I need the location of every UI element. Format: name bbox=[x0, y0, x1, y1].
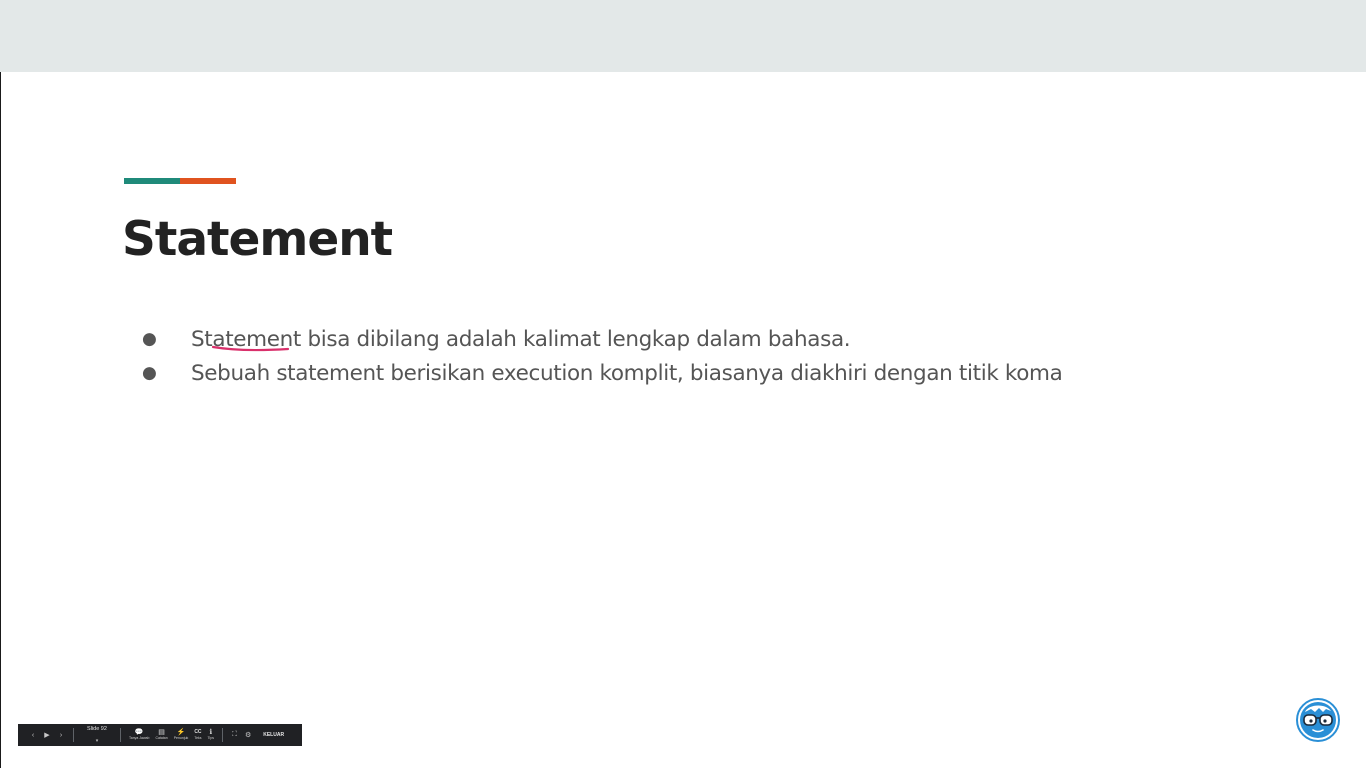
notes-label: Catatan bbox=[155, 736, 168, 740]
title-accent-bar bbox=[124, 178, 236, 184]
toolbar-divider bbox=[222, 728, 223, 742]
captions-button[interactable] bbox=[194, 729, 201, 741]
play-button[interactable]: ▶ bbox=[44, 732, 50, 739]
bullet-text: Sebuah statement berisikan execution komplit, biasanya diakhiri dengan titik koma bbox=[191, 360, 1063, 386]
chevron-down-icon: ▾ bbox=[95, 738, 99, 744]
tips-icon: ℹ bbox=[209, 729, 213, 736]
exit-button[interactable]: KELUAR bbox=[263, 732, 285, 738]
accent-segment-teal bbox=[124, 178, 180, 184]
fullscreen-icon: ⛶ bbox=[232, 731, 237, 738]
tips-button[interactable] bbox=[208, 729, 214, 741]
qa-button[interactable] bbox=[129, 729, 149, 741]
pen-annotation-underline bbox=[211, 344, 291, 354]
bullet-list bbox=[142, 322, 1062, 390]
pointer-button[interactable] bbox=[174, 729, 189, 741]
bullet-text: Statement bisa dibilang adalah kalimat lengkap dalam bahasa. bbox=[191, 326, 851, 352]
laser-pointer-icon: ⚡ bbox=[176, 729, 186, 736]
toolbar-divider bbox=[120, 728, 121, 742]
bullet-item bbox=[142, 356, 1062, 390]
notes-icon: ▤ bbox=[158, 729, 165, 736]
tips-label: Tips bbox=[207, 736, 215, 740]
settings-button[interactable] bbox=[245, 731, 251, 739]
pointer-label: Penunjuk bbox=[173, 736, 189, 740]
chat-bubbles-icon: 💬 bbox=[134, 729, 144, 736]
notes-button[interactable] bbox=[155, 729, 167, 741]
bullet-dot-icon: ● bbox=[142, 329, 157, 349]
presenter-toolbar bbox=[18, 724, 302, 746]
bullet-dot-icon: ● bbox=[142, 363, 157, 383]
window-edge bbox=[0, 72, 1, 768]
glasses-mascot-logo-icon bbox=[1296, 698, 1340, 742]
fullscreen-button[interactable] bbox=[232, 731, 237, 739]
top-band bbox=[0, 0, 1366, 72]
slide-title: Statement bbox=[122, 212, 393, 267]
slide-number-label: Slide 92 bbox=[87, 726, 107, 732]
toolbar-divider bbox=[73, 728, 74, 742]
gear-icon: ⚙ bbox=[244, 732, 252, 739]
slide-selector[interactable] bbox=[79, 726, 115, 744]
captions-label: Teks bbox=[194, 736, 202, 740]
previous-slide-button[interactable]: ‹ bbox=[31, 731, 35, 739]
qa-label: Tanya Jawab bbox=[129, 736, 150, 740]
accent-segment-orange bbox=[180, 178, 236, 184]
next-slide-button[interactable]: › bbox=[59, 731, 63, 739]
captions-icon: CC bbox=[194, 729, 202, 735]
